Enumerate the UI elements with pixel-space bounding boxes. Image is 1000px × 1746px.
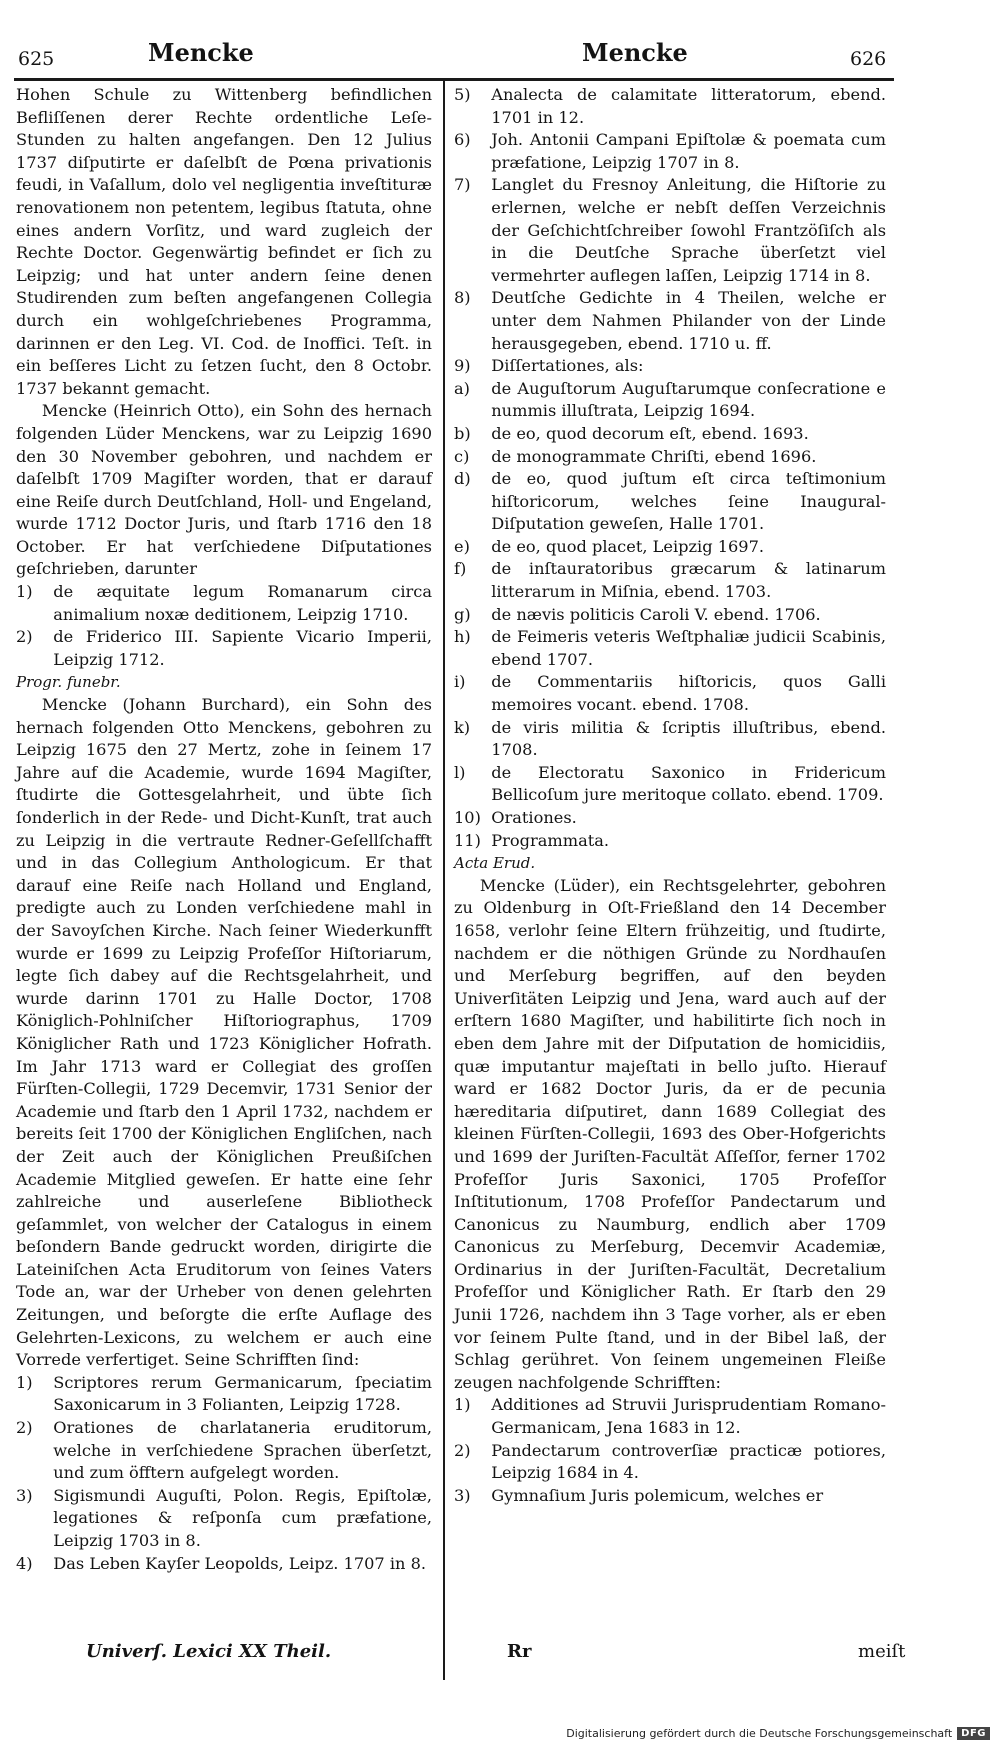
- list-item-text: de Friderico III. Sapiente Vicario Imperii, Leipzig 1712.: [53, 627, 432, 669]
- list-item-number: i): [454, 672, 466, 692]
- signature-mark: Univerſ. Lexici XX Theil.: [86, 1641, 332, 1662]
- list-item: [16, 1485, 432, 1553]
- list-item-text: de nævis politicis Caroli V. ebend. 1706.: [491, 604, 821, 624]
- list-item-text: Deutſche Gedichte in 4 Theilen, welche er unter dem Nahmen Philander von der Linde herausgegeben, ebend. 1710 u. ff.: [491, 288, 886, 353]
- numbered-list: [454, 84, 886, 852]
- header-rule: [14, 78, 894, 81]
- list-item: [454, 807, 886, 830]
- list-item-text: Diſſertationes, als:: [491, 356, 644, 376]
- list-item: [454, 762, 886, 807]
- list-item-number: f): [454, 559, 467, 579]
- credit-text: Digitalisierung gefördert durch die Deutsche Forschungsgemeinschaft: [566, 1727, 953, 1740]
- list-item: [454, 536, 886, 559]
- list-item-text: Additiones ad Struvii Jurisprudentiam Romano-Germanicam, Jena 1683 in 12.: [491, 1395, 886, 1438]
- list-item-number: 4): [16, 1553, 33, 1573]
- list-item-number: 6): [454, 130, 471, 150]
- list-item-number: a): [454, 378, 470, 398]
- right-page-number: 626: [850, 48, 887, 70]
- list-item-number: 5): [454, 85, 471, 104]
- right-running-title: Mencke: [582, 38, 688, 67]
- list-item: [454, 1485, 886, 1508]
- list-item-number: 7): [454, 175, 471, 195]
- dictionary-entry: Mencke (Heinrich Otto), ein Sohn des hernach folgenden Lüder Menckens, war zu Leipzig 1690 den 30 November gebohren, und nachdem er daſelbſt 1709 Magiſter worden, that er darauf eine Reiſe durch Deutſchland, Holl- und Engeland, wurde 1712 Doctor Juris, und ſtarb 1716 den 18 October. Er hat verſchiedene Diſputationes geſchrieben, darunter: [16, 401, 432, 579]
- list-item: [454, 1440, 886, 1485]
- list-item-number: 8): [454, 288, 471, 308]
- numbered-list: [454, 1394, 886, 1507]
- list-item: [454, 446, 886, 469]
- list-item-number: e): [454, 536, 470, 556]
- list-item-number: h): [454, 627, 471, 647]
- list-item-text: Das Leben Kayſer Leopolds, Leipz. 1707 in 8.: [53, 1553, 427, 1573]
- list-item: [454, 84, 886, 129]
- list-item-text: de æquitate legum Romanarum circa animalium noxæ deditionem, Leipzig 1710.: [53, 582, 432, 624]
- list-item-text: Sigismundi Auguſti, Polon. Regis, Epiſtolæ, legationes & reſponſa cum præfatione, Leipzig 1703 in 8.: [53, 1485, 432, 1550]
- list-item-number: g): [454, 604, 471, 624]
- list-item-number: 1): [454, 1395, 471, 1415]
- left-running-title: Mencke: [148, 38, 254, 67]
- right-column: [454, 84, 886, 1507]
- list-item: [454, 423, 886, 446]
- list-item: [454, 355, 886, 378]
- list-item-number: 1): [16, 582, 33, 602]
- list-item-text: de eo, quod juſtum eſt circa teſtimonium hiſtoricorum, welches ſeine Inaugural-Diſputation geweſen, Halle 1701.: [491, 469, 886, 534]
- list-item-text: Programmata.: [491, 830, 610, 850]
- dfg-logo-icon: DFG: [957, 1727, 990, 1740]
- digitization-credit: [566, 1727, 990, 1740]
- list-item: [454, 378, 886, 423]
- list-item: [454, 1394, 886, 1439]
- list-item-text: de monogrammate Chriſti, ebend 1696.: [491, 446, 817, 466]
- list-item-number: d): [454, 469, 471, 489]
- list-item-text: Langlet du Fresnoy Anleitung, die Hiſtorie zu erlernen, welche er nebſt deſſen Verzeichnis der Geſchichtſchreiber ſowohl Frantzöſiſch als in die Deutſche Sprache überſetzt viel vermehrter auflegen laſſen, Leipzig 1714 in 8.: [491, 175, 886, 285]
- list-item-text: Joh. Antonii Campani Epiſtolæ & poemata cum præfatione, Leipzig 1707 in 8.: [491, 130, 886, 172]
- dictionary-entry: Mencke (Johann Burchard), ein Sohn des hernach folgenden Otto Menckens, gebohren zu Leipzig 1675 den 27 Mertz, zohe in ſeinem 17 Jahre auf die Academie, wurde 1694 Magiſter, ſtudirte die Gottesgelahrheit, und übte ſich ſonderlich in der Rede- und Dicht-Kunſt, trat auch zu Leipzig in die vertraute Redner-Geſellſchafft und in das Collegium Anthologicum. Er that darauf eine Reiſe nach Holland und England, predigte auch zu Londen verſchiedene mahl in der Savoyſchen Kirche. Nach ſeiner Wiederkunfft wurde er 1699 zu Leipzig Profeſſor Hiſtoriarum, legte ſich dabey auf die Rechtsgelahrheit, und wurde darinn 1701 zu Halle Doctor, 1708 Königlich-Pohlniſcher Hiſtoriographus, 1709 Königlicher Rath und 1723 Königlicher Hofrath. Im Jahr 1713 ward er Collegiat des groſſen Fürſten-Collegii, 1729 Decemvir, 1731 Senior der Academie und ſtarb den 1 April 1732, nachdem er bereits ſeit 1700 der Königlichen Engliſchen, nach der Zeit auch der Königlichen Preußiſchen Academie Mitglied geweſen. Er hatte eine ſehr zahlreiche und auserleſene Bibliotheck geſammlet, von welcher der Catalogus in einem beſondern Bande gedruckt worden, dirigirte die Lateiniſchen Acta Eruditorum von ſeines Vaters Tode an, war der Urheber von denen gelehrten Zeitungen, und beſorgte die erſte Auflage des Gelehrten-Lexicons, zu welchem er auch eine Vorrede verfertiget. Seine Schrifften ſind:: [16, 695, 432, 1370]
- source-reference: Progr. funebr.: [16, 673, 121, 692]
- source-reference: Acta Erud.: [454, 854, 536, 873]
- list-item-text: Orationes.: [491, 808, 577, 827]
- list-item-text: Gymnaſium Juris polemicum, welches er: [491, 1485, 824, 1505]
- list-item-number: 1): [16, 1372, 33, 1392]
- list-item-number: 9): [454, 356, 471, 376]
- list-item-text: de eo, quod placet, Leipzig 1697.: [491, 536, 765, 556]
- list-item-number: 2): [454, 1440, 471, 1460]
- list-item: [16, 1417, 432, 1485]
- list-item: [454, 129, 886, 174]
- custos-mark: Rr: [507, 1641, 532, 1662]
- numbered-list: [16, 581, 432, 671]
- list-item-number: k): [454, 717, 471, 737]
- column-divider: [443, 80, 445, 1680]
- list-item: [454, 468, 886, 536]
- list-item: [16, 626, 432, 671]
- list-item-number: 11): [454, 830, 481, 850]
- list-item-number: 10): [454, 808, 481, 827]
- list-item-text: Analecta de calamitate litteratorum, ebend. 1701 in 12.: [491, 85, 886, 127]
- list-item-text: Pandectarum controverſiæ practicæ potiores, Leipzig 1684 in 4.: [491, 1440, 886, 1483]
- list-item-number: b): [454, 423, 471, 443]
- list-item-number: 2): [16, 627, 33, 647]
- list-item: [454, 626, 886, 671]
- list-item-text: de Electoratu Saxonico in Fridericum Bellicoſum jure meritoque collato. ebend. 1709.: [491, 762, 886, 805]
- dictionary-entry: Mencke (Lüder), ein Rechtsgelehrter, gebohren zu Oldenburg in Oſt-Frießland den 14 December 1658, verlohr ſeine Eltern frühzeitig, und ſtudirte, nachdem er die nöthigen Gründe zu Nordhauſen und Merſeburg begriffen, auf den beyden Univerſitäten Leipzig und Jena, ward auch auf der erſtern 1680 Magiſter, und habilitirte ſich noch in eben dem Jahre mit der Diſputation de homicidiis, quæ imputantur majeſtati in bello juſto. Hierauf ward er 1682 Doctor Juris, da er de pecunia hæreditaria diſputiret, dann 1689 Collegiat des kleinen Fürſten-Collegii, 1693 des Ober-Hofgerichts und 1699 der Juriſten-Facultät Aſſeſſor, ferner 1702 Profeſſor Juris Saxonici, 1705 Profeſſor Inſtitutionum, 1708 Profeſſor Pandectarum und Canonicus zu Naumburg, endlich aber 1709 Canonicus zu Merſeburg, Decemvir Academiæ, Ordinarius in der Juriſten-Facultät, Decretalium Profeſſor und Königlicher Rath. Er ſtarb den 29 Junii 1726, nachdem ihn 3 Tage vorher, als er eben vor ſeinem Pulte ſtand, und in der Bibel laß, der Schlag gerühret. Von ſeinem ungemeinen Fleiße zeugen nachfolgende Schrifften:: [454, 875, 886, 1392]
- list-item-text: de viris militia & ſcriptis illuſtribus, ebend. 1708.: [491, 717, 886, 760]
- left-page-number: 625: [18, 48, 55, 70]
- list-item: [454, 287, 886, 355]
- left-column: [16, 84, 432, 1575]
- list-item-text: de Commentariis hiſtoricis, quos Galli memoires vocant. ebend. 1708.: [491, 672, 886, 715]
- list-item-text: Orationes de charlataneria eruditorum, welche in verſchiedene Sprachen überſetzt, und zum öfftern aufgelegt worden.: [53, 1418, 432, 1483]
- list-item: [454, 717, 886, 762]
- list-item-number: l): [454, 762, 466, 782]
- list-item: [454, 830, 886, 853]
- list-item: [454, 558, 886, 603]
- list-item: [454, 604, 886, 627]
- catchword: meiſt: [858, 1641, 906, 1662]
- list-item-text: de eo, quod decorum eſt, ebend. 1693.: [491, 423, 809, 443]
- list-item-text: Scriptores rerum Germanicarum, ſpeciatim Saxonicarum in 3 Folianten, Leipzig 1728.: [53, 1372, 432, 1415]
- numbered-list: [16, 1372, 432, 1575]
- list-item-number: 3): [16, 1485, 33, 1505]
- list-item: [16, 1372, 432, 1417]
- list-item: [16, 1553, 432, 1576]
- list-item-number: 3): [454, 1485, 471, 1505]
- list-item-text: de Auguſtorum Auguſtarumque conſecratione e nummis illuſtrata, Leipzig 1694.: [491, 378, 886, 421]
- list-item-number: c): [454, 446, 470, 466]
- list-item-number: 2): [16, 1418, 33, 1438]
- list-item: [454, 174, 886, 287]
- list-item-text: de inſtauratoribus græcarum & latinarum litterarum in Miſnia, ebend. 1703.: [491, 559, 886, 602]
- list-item-text: de Feimeris veteris Weſtphaliæ judicii Scabinis, ebend 1707.: [491, 627, 886, 669]
- list-item: [454, 671, 886, 716]
- list-item: [16, 581, 432, 626]
- paragraph: Hohen Schule zu Wittenberg befindlichen Befliſſenen derer Rechte ordentliche Leſe-Stunden zu halten angefangen. Den 12 Julius 1737 diſputirte er daſelbſt de Pœna privationis feudi, in Vaſallum, dolo vel negligentia inveſtituræ renovationem non petentem, legibus ſtatuta, ohne eines andern Vorſitz, und ward zugleich der Rechte Doctor. Gegenwärtig befindet er ſich zu Leipzig; und hat unter andern ſeine denen Studirenden zum beſten angefangenen Collegia durch ein wohlgeſchriebenes Programma, darinnen er den Leg. VI. Cod. de Inoffici. Teſt. in ein beſſeres Licht zu ſetzen ſucht, den 8 Octobr. 1737 bekannt gemacht.: [16, 85, 432, 398]
